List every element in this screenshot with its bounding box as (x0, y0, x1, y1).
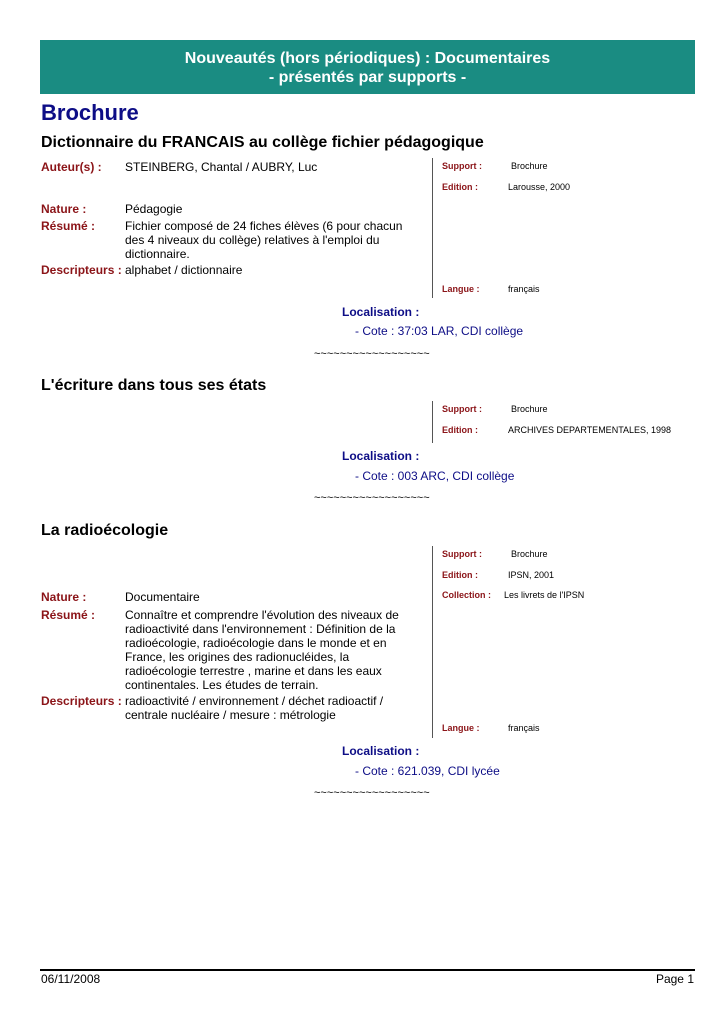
resume-line: radioactivité dans l'environnement : Définition de la (125, 622, 396, 636)
descripteurs-value: radioactivité / environnement / déchet radioactif / (125, 694, 384, 708)
resume-line: dictionnaire. (125, 247, 190, 261)
record-title: Dictionnaire du FRANCAIS au collège fichier pédagogique (41, 134, 484, 151)
edition-value: ARCHIVES DEPARTEMENTALES, 1998 (508, 425, 672, 435)
edition-label: Edition : (442, 425, 478, 435)
support-value: Brochure (511, 404, 548, 414)
column-divider (432, 401, 433, 443)
langue-label: Langue : (442, 723, 480, 733)
edition-value: Larousse, 2000 (508, 182, 571, 192)
page-number: Page 1 (655, 972, 694, 986)
descripteurs-value: centrale nucléaire / mesure : métrologie (125, 708, 336, 722)
record-separator: ~~~~~~~~~~~~~~~~~~ (314, 492, 430, 504)
header-title: Nouveautés (hors périodiques) : Documentaires (184, 50, 551, 67)
resume-line: radioécologie terrestre , marine et dans les eaux (125, 664, 382, 678)
nature-label: Nature : (41, 202, 87, 216)
footer-date: 06/11/2008 (41, 972, 101, 986)
nature-value: Pédagogie (125, 202, 183, 216)
nature-value: Documentaire (125, 590, 200, 604)
support-label: Support : (442, 549, 482, 559)
resume-line: des 4 niveaux du collège) relatives à l'emploi du (125, 233, 380, 247)
collection-value: Les livrets de l'IPSN (504, 590, 585, 600)
cote-value: - Cote : 621.039, CDI lycée (355, 764, 500, 778)
langue-value: français (508, 284, 540, 294)
langue-label: Langue : (442, 284, 480, 294)
auteurs-value: STEINBERG, Chantal / AUBRY, Luc (125, 160, 318, 174)
edition-value: IPSN, 2001 (508, 570, 555, 580)
header-subtitle: - présentés par supports - (268, 69, 467, 86)
support-value: Brochure (511, 161, 548, 171)
record-separator: ~~~~~~~~~~~~~~~~~~ (314, 787, 430, 799)
localisation-label: Localisation : (342, 449, 420, 463)
localisation-label: Localisation : (342, 744, 420, 758)
support-label: Support : (442, 404, 482, 414)
section-title: Brochure (41, 100, 139, 125)
resume-line: Connaître et comprendre l'évolution des niveaux de (125, 608, 399, 622)
nature-label: Nature : (41, 590, 87, 604)
record-separator: ~~~~~~~~~~~~~~~~~~ (314, 348, 430, 360)
cote-value: - Cote : 37:03 LAR, CDI collège (355, 324, 524, 338)
report-header (40, 40, 695, 94)
edition-label: Edition : (442, 570, 478, 580)
footer-rule (40, 969, 695, 971)
descripteurs-label: Descripteurs : (41, 263, 122, 277)
resume-line: radioécologie, radioécologie dans le monde et en (125, 636, 387, 650)
cote-value: - Cote : 003 ARC, CDI collège (355, 469, 515, 483)
resume-line: Fichier composé de 24 fiches élèves (6 pour chacun (125, 219, 403, 233)
descripteurs-label: Descripteurs : (41, 694, 122, 708)
support-label: Support : (442, 161, 482, 171)
localisation-label: Localisation : (342, 305, 420, 319)
column-divider (432, 158, 433, 298)
edition-label: Edition : (442, 182, 478, 192)
langue-value: français (508, 723, 540, 733)
column-divider (432, 546, 433, 738)
record-title: L'écriture dans tous ses états (41, 377, 267, 394)
record-title: La radioécologie (41, 522, 169, 539)
resume-line: France, les origines des radionucléides, la (125, 650, 350, 664)
auteurs-label: Auteur(s) : (41, 160, 102, 174)
resume-label: Résumé : (41, 608, 96, 622)
resume-label: Résumé : (41, 219, 96, 233)
collection-label: Collection : (442, 590, 491, 600)
resume-line: continentales. Les études de terrain. (125, 678, 319, 692)
descripteurs-value: alphabet / dictionnaire (125, 263, 243, 277)
support-value: Brochure (511, 549, 548, 559)
